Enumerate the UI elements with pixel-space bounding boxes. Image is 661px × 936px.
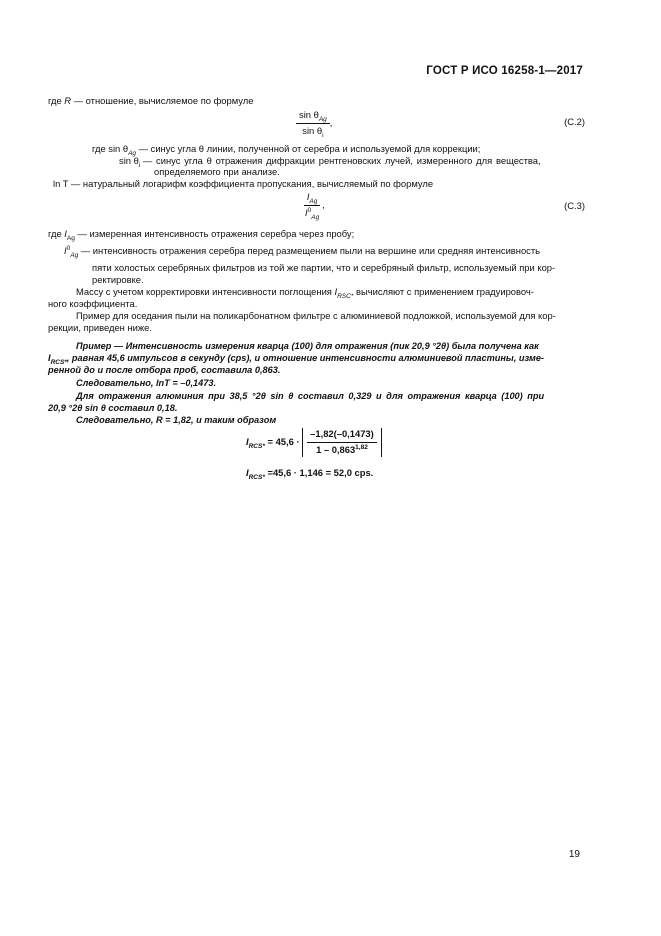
paragraph-mass-correction: Массу с учетом корректировки интенсивности поглощения $I_{RSC*}$ вычисляют с применением градуировоч- [76,286,534,300]
example-line-3: ренной до и после отбора проб, составила 0,863. [48,365,281,375]
page-number: 19 [568,849,580,860]
formula-c2-number: (C.2) [564,116,585,127]
example-equation-1: $I_{RCS*} = 45,6$ · $\frac{-1,82(-0,1473)}{1 - 0,863^{1,82}}$ [246,428,382,457]
formula-c2-fraction: $\frac{\sin \theta_{Ag}}{\sin \theta_i}$ [296,109,330,138]
paragraph-example-intro: Пример для оседания пыли на поликарбонатном фильтре с алюминиевой подложкой, используемой для кор- [76,310,556,321]
formula-c2: $\frac{\sin \theta_{Ag}}{\sin \theta_i}$ , [296,109,332,138]
formula-c3-where-2: $I^0_{Ag}$ — интенсивность отражения серебра перед размещением пыли на вершине или средняя интенсивность [64,244,541,259]
equation-bracket: $\frac{-1,82(-0,1473)}{1 - 0,863^{1,82}}$ [302,428,382,457]
example-line-6: 20,9 °2θ sin θ составил 0,18. [48,403,178,413]
document-header: ГОСТ Р ИСО 16258-1—2017 [426,65,583,77]
example-line-2: $I_{RCS*}$, равная 45,6 импульсов в секунду (cps), и отношение интенсивности алюминиевой пластины, изме- [48,353,544,366]
example-line-5: Для отражения алюминия при 38,5 °2θ sin θ составил 0,329 и для отражения кварца (100) при [76,391,545,401]
example-line-1: Пример — Интенсивность измерения кварца (100) для отражения (пик 20,9 °2θ) была получена как [76,341,539,351]
formula-c2-where-2-cont: определяемого при анализе. [154,166,280,177]
formula-c2-where-1: где $\sin \theta_{Ag}$ — синус угла θ линии, полученной от серебра и используемой для коррекции; [92,143,481,157]
formula-c3-where-2-cont1: пяти холостых серебряных фильтров из той же партии, что и серебряный фильтр, используемый при кор- [92,262,556,273]
formula-c3-where-1: где $I_{Ag}$ — измеренная интенсивность отражения серебра через пробу; [48,228,355,242]
paragraph-mass-correction-cont: ного коэффициента. [48,298,138,309]
formula-c3-where-2-cont2: ректировке. [92,274,144,285]
formula-c2-intro: где R — отношение, вычисляемое по формуле [48,95,254,106]
example-line-4: Следовательно, lnT = –0,1473. [76,378,216,388]
example-line-7: Следовательно, R = 1,82, и таким образом [76,415,277,425]
formula-c3: $\frac{I_{Ag}}{I^0_{Ag}}$ , [302,191,325,220]
example-equation-2: $I_{RCS*} =45,6 \cdot 1,146 = 52,0$ cps. [246,467,374,481]
formula-c2-where-2: $\sin \theta_i$ — синус угла θ отражения дифракции рентгеновских лучей, измеренного для вещества, [119,155,541,169]
formula-c3-number: (C.3) [564,200,585,211]
paragraph-example-intro-cont: рекции, приведен ниже. [48,322,152,333]
formula-c3-intro: ln T — натуральный логарифм коэффициента пропускания, вычисляемый по формуле [53,178,434,189]
formula-c3-fraction: $\frac{I_{Ag}}{I^0_{Ag}}$ [305,191,320,221]
